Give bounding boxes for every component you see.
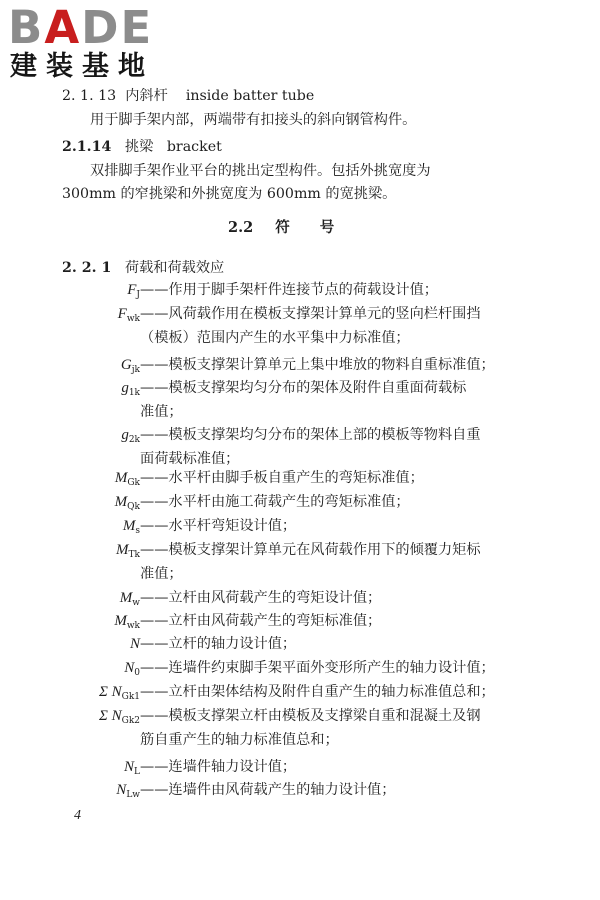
symbol-base: M [114,613,127,629]
symbol-subscript: J [136,290,140,300]
clause-2-1-14-heading: 2.1.14 挑梁 bracket [62,139,222,155]
symbol-description: ——风荷载作用在模板支撑架计算单元的竖向栏杆围挡 [140,306,481,322]
symbol-label [0,757,140,782]
symbol-subscript: Gk2 [121,716,140,726]
symbol-subscript: jk [131,365,140,375]
symbol-description: ——模板支撑架计算单元上集中堆放的物料自重标准值； [140,357,495,373]
logo [8,1,178,82]
symbol-base: F [117,306,127,322]
symbol-description-continued: 准值； [140,565,183,582]
section-heading: 2.2 符 号 [228,219,335,236]
symbol-label [0,468,140,493]
symbol-base: N [124,660,135,676]
symbol-label [0,492,140,517]
symbol-description-continued: 筋自重产生的轴力标准值总和； [140,731,339,748]
symbol-subscript: Gk1 [121,692,140,702]
symbol-label [0,425,140,450]
symbol-description: ——水平杆由施工荷载产生的弯矩标准值； [140,494,410,510]
symbol-description: ——模板支撑架计算单元在风荷载作用下的倾覆力矩标 [140,542,481,558]
symbol-base: g [121,380,129,396]
symbol-base: M [114,470,128,486]
clause-2-1-14-definition-line1: 双排脚手架作业平台的挑出定型构件。包括外挑宽度为 [90,163,431,179]
symbol-description: ——水平杆由脚手板自重产生的弯矩标准值； [140,470,424,486]
symbol-base: M [114,494,128,510]
symbol-subscript: L [134,767,140,777]
symbol-label [0,304,140,329]
symbol-base: Σ N [98,708,122,724]
logo-wordmark: BADE [8,1,154,54]
symbol-description-continued: 面荷载标准值； [140,450,240,467]
symbol-description: ——连墙件约束脚手架平面外变形所产生的轴力设计值； [140,660,495,676]
symbol-description: ——立杆由风荷载产生的弯矩标准值； [140,613,382,629]
symbol-label [0,682,140,707]
symbol-description: ——立杆由风荷载产生的弯矩设计值； [140,590,382,606]
symbol-subscript: 0 [134,668,140,678]
logo-subtitle: 建装基地 [10,51,154,82]
symbol-label [0,706,140,731]
symbol-label [0,355,140,380]
clause-2-1-13-definition: 用于脚手架内部，两端带有扣接头的斜向钢管构件。 [90,112,417,128]
clause-2-2-1-heading: 2. 2. 1 荷载和荷载效应 [62,260,225,276]
symbol-label [0,611,140,636]
symbol-description: ——模板支撑架均匀分布的架体上部的模板等物料自重 [140,427,481,443]
symbol-base: g [121,427,129,443]
symbol-label [0,780,140,805]
symbol-label [0,540,140,565]
symbol-base: M [122,518,136,534]
symbol-label [0,516,140,541]
symbol-description: ——水平杆弯矩设计值； [140,518,297,534]
symbol-subscript: w [132,598,140,608]
clause-2-1-13-heading: 2. 1. 13 内斜杆 inside batter tube [62,88,315,104]
symbol-base: Σ N [98,684,122,700]
symbol-label [0,634,140,659]
symbol-description: ——模板支撑架立杆由模板及支撑梁自重和混凝土及钢 [140,708,481,724]
symbol-subscript: 2k [128,435,140,445]
symbol-label [0,588,140,613]
symbol-subscript: 1k [128,388,140,398]
symbol-label [0,280,140,305]
symbol-description-continued: 准值； [140,403,183,420]
symbol-description: ——立杆由架体结构及附件自重产生的轴力标准值总和； [140,684,495,700]
symbol-description: ——立杆的轴力设计值； [140,636,297,652]
symbol-subscript: Tk [128,550,140,560]
symbol-subscript: Lw [126,790,140,800]
symbol-base: G [120,357,132,373]
symbol-base: M [119,590,133,606]
symbol-subscript: s [135,526,140,536]
symbol-subscript: wk [126,621,140,631]
symbol-description-continued: （模板）范围内产生的水平集中力标准值； [140,329,410,346]
symbol-base: N [124,759,135,775]
page-number: 4 [74,808,81,823]
symbol-subscript: Gk [127,478,140,488]
symbol-subscript: Qk [127,502,140,512]
symbol-description: ——连墙件轴力设计值； [140,759,297,775]
symbol-base: F [127,282,137,298]
symbol-base: M [116,542,129,558]
symbol-base: N [129,636,140,652]
symbol-base: N [116,782,127,798]
symbol-subscript: wk [126,314,140,324]
symbol-label [0,378,140,403]
symbol-description: ——作用于脚手架杆件连接节点的荷载设计值； [140,282,438,298]
symbol-description: ——模板支撑架均匀分布的架体及附件自重面荷载标 [140,380,467,396]
clause-2-1-14-definition-line2: 300mm 的窄挑梁和外挑宽度为 600mm 的宽挑梁。 [62,186,397,202]
symbol-description: ——连墙件由风荷载产生的轴力设计值； [140,782,396,798]
symbol-label [0,658,140,683]
